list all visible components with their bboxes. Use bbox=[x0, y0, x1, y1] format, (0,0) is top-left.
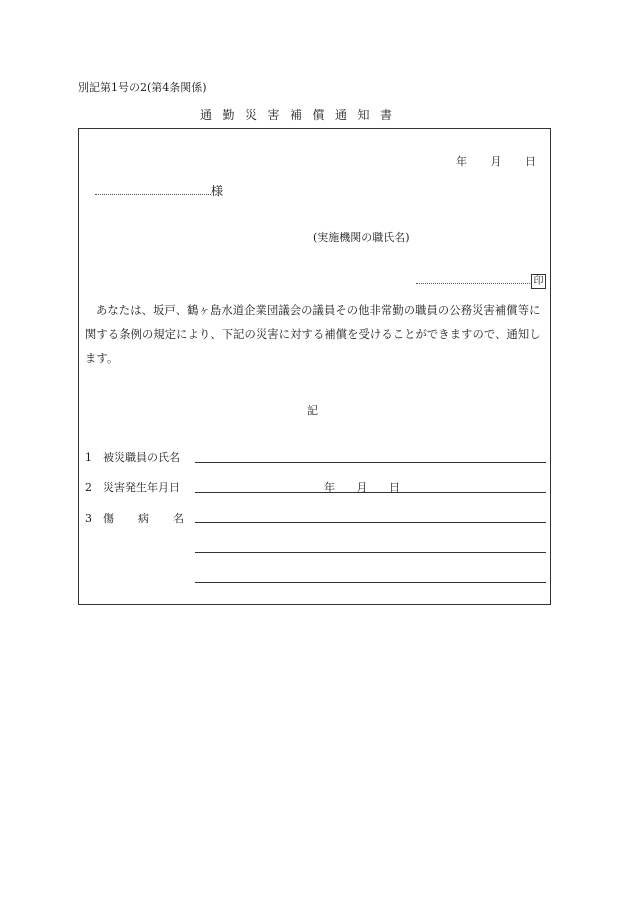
injury-name-line-3[interactable] bbox=[195, 582, 546, 583]
notice-body: あなたは、坂戸、鶴ヶ島水道企業団議会の議員その他非常勤の職員の公務災害補償等に関する条例の規定により、下記の災害に対する補償を受けることができますので、通知します。 bbox=[85, 304, 541, 365]
addressee-row bbox=[95, 182, 223, 199]
form-box bbox=[78, 128, 551, 605]
injury-name-line-2[interactable] bbox=[195, 552, 546, 553]
item-label: 傷病名 bbox=[103, 512, 208, 525]
accident-date-value: 年 月 日 bbox=[324, 481, 400, 494]
seal-mark: 印 bbox=[531, 274, 546, 289]
accident-date-line[interactable] bbox=[195, 492, 546, 493]
issue-date: 年 月 日 bbox=[456, 155, 536, 168]
addressee-name-blank[interactable] bbox=[95, 184, 211, 195]
item-label: 災害発生年月日 bbox=[103, 481, 180, 494]
signature-row bbox=[416, 273, 546, 289]
agency-label: (実施機関の職氏名) bbox=[313, 231, 410, 244]
addressee-suffix: 様 bbox=[211, 184, 224, 198]
item-injured-name bbox=[85, 449, 180, 465]
injury-name-line-1[interactable] bbox=[195, 522, 546, 523]
item-label: 被災職員の氏名 bbox=[103, 451, 180, 464]
signature-blank[interactable] bbox=[416, 273, 530, 284]
injured-name-line[interactable] bbox=[195, 462, 546, 463]
item-number: 1 bbox=[85, 451, 92, 464]
item-number: 2 bbox=[85, 481, 92, 494]
item-number: 3 bbox=[85, 512, 92, 525]
form-number: 別記第1号の2(第4条関係) bbox=[78, 81, 207, 94]
ki-heading: 記 bbox=[307, 404, 318, 417]
item-accident-date bbox=[85, 479, 180, 495]
item-injury-name bbox=[85, 510, 208, 526]
document-title: 通勤災害補償通知書 bbox=[200, 108, 403, 122]
